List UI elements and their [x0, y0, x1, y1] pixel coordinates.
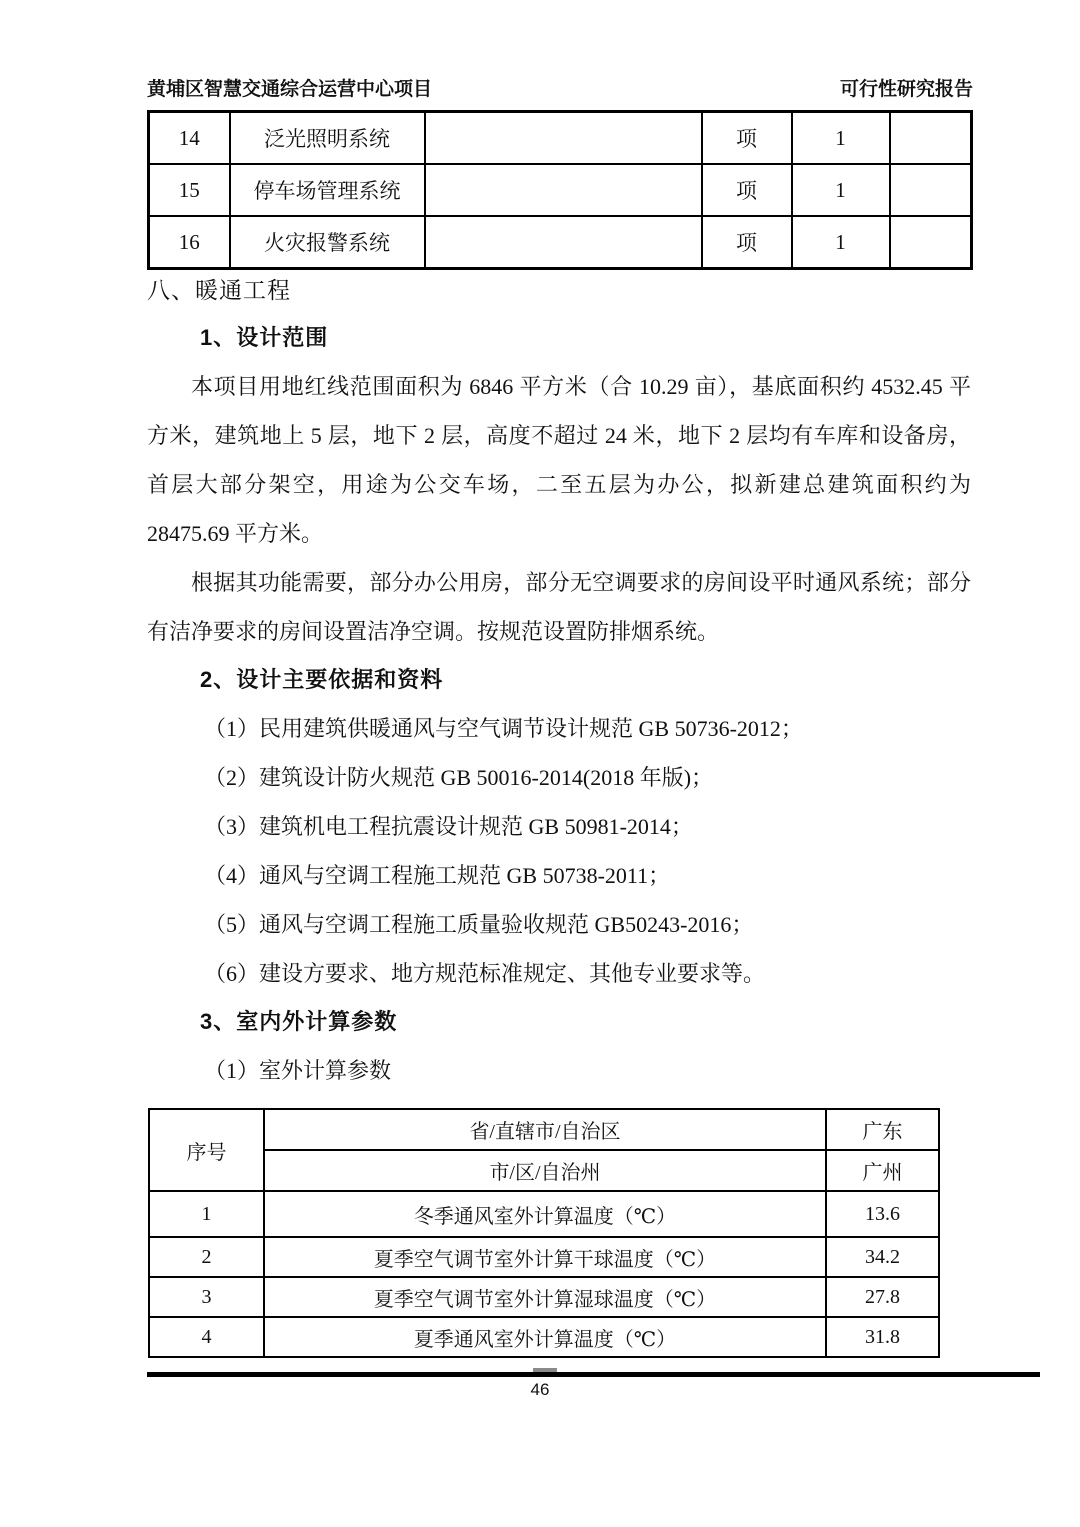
paragraph-design-scope-2: 根据其功能需要，部分办公用房，部分无空调要求的房间设平时通风系统；部分有洁净要求的房间设置洁净空调。按规范设置防排烟系统。 [147, 570, 971, 644]
unit: 项 [702, 112, 792, 165]
param-name: 冬季通风室外计算温度（℃） [264, 1191, 826, 1237]
system-spec [425, 164, 702, 216]
footer-rule [147, 1372, 1040, 1377]
city-label: 市/区/自治州 [264, 1150, 826, 1191]
table-row [149, 1277, 939, 1317]
table-row [149, 164, 972, 216]
reference-item: （3）建筑机电工程抗震设计规范 GB 50981-2014； [204, 814, 693, 839]
system-name: 火灾报警系统 [230, 216, 425, 269]
system-name: 泛光照明系统 [230, 112, 425, 165]
subsection-title-design-scope: 1、设计范围 [200, 325, 329, 350]
table-row [149, 216, 972, 269]
param-value: 13.6 [826, 1191, 939, 1237]
table-header-row [149, 1150, 939, 1191]
row-no: 2 [149, 1237, 264, 1277]
system-spec [425, 216, 702, 269]
unit: 项 [702, 216, 792, 269]
subsection-title-design-basis: 2、设计主要依据和资料 [200, 667, 444, 692]
table-row [149, 112, 972, 165]
reference-item: （4）通风与空调工程施工规范 GB 50738-2011； [204, 863, 671, 888]
quantity: 1 [792, 164, 890, 216]
page-number: 46 [530, 1380, 550, 1399]
province-value: 广东 [826, 1109, 939, 1150]
footer-tick-mark [533, 1368, 557, 1372]
param-name: 夏季空气调节室外计算湿球温度（℃） [264, 1277, 826, 1317]
row-no: 15 [149, 164, 230, 216]
param-value: 31.8 [826, 1317, 939, 1357]
header-project-title: 黄埔区智慧交通综合运营中心项目 [147, 79, 433, 100]
city-value: 广州 [826, 1150, 939, 1191]
remark [890, 112, 972, 165]
header-doc-type: 可行性研究报告 [839, 79, 973, 100]
running-header [147, 78, 973, 102]
row-no: 3 [149, 1277, 264, 1317]
row-no: 4 [149, 1317, 264, 1357]
section-title-hvac: 八、暖通工程 [147, 278, 291, 303]
system-spec [425, 112, 702, 165]
param-name: 夏季空气调节室外计算干球温度（℃） [264, 1237, 826, 1277]
reference-item: （1）民用建筑供暖通风与空气调节设计规范 GB 50736-2012； [204, 716, 803, 741]
quantity: 1 [792, 216, 890, 269]
subsection-outdoor-params: （1）室外计算参数 [204, 1058, 392, 1083]
reference-item: （5）通风与空调工程施工质量验收规范 GB50243-2016； [204, 912, 754, 937]
paragraph-design-scope-1: 本项目用地红线范围面积为 6846 平方米（合 10.29 亩），基底面积约 4532.45 平方米，建筑地上 5 层，地下 2 层，高度不超过 24 米，地下 2 层均有车库和设备房，首层大部分架空，用途为公交车场，二至五层为办公，拟新建总建筑面积约为 28475.69 平方米。 [147, 374, 971, 546]
row-no: 1 [149, 1191, 264, 1237]
outdoor-params-table [148, 1108, 940, 1358]
table-row [149, 1191, 939, 1237]
table-row [149, 1237, 939, 1277]
system-name: 停车场管理系统 [230, 164, 425, 216]
province-label: 省/直辖市/自治区 [264, 1109, 826, 1150]
equipment-table [147, 110, 973, 270]
param-name: 夏季通风室外计算温度（℃） [264, 1317, 826, 1357]
remark [890, 164, 972, 216]
seq-header: 序号 [149, 1109, 264, 1191]
unit: 项 [702, 164, 792, 216]
remark [890, 216, 972, 269]
quantity: 1 [792, 112, 890, 165]
subsection-title-calc-params: 3、室内外计算参数 [200, 1009, 398, 1034]
body-text [147, 268, 971, 1095]
reference-item: （6）建设方要求、地方规范标准规定、其他专业要求等。 [204, 961, 766, 986]
param-value: 34.2 [826, 1237, 939, 1277]
row-no: 14 [149, 112, 230, 165]
reference-item: （2）建筑设计防火规范 GB 50016-2014(2018 年版)； [204, 765, 714, 790]
row-no: 16 [149, 216, 230, 269]
param-value: 27.8 [826, 1277, 939, 1317]
table-row [149, 1317, 939, 1357]
table-header-row [149, 1109, 939, 1150]
